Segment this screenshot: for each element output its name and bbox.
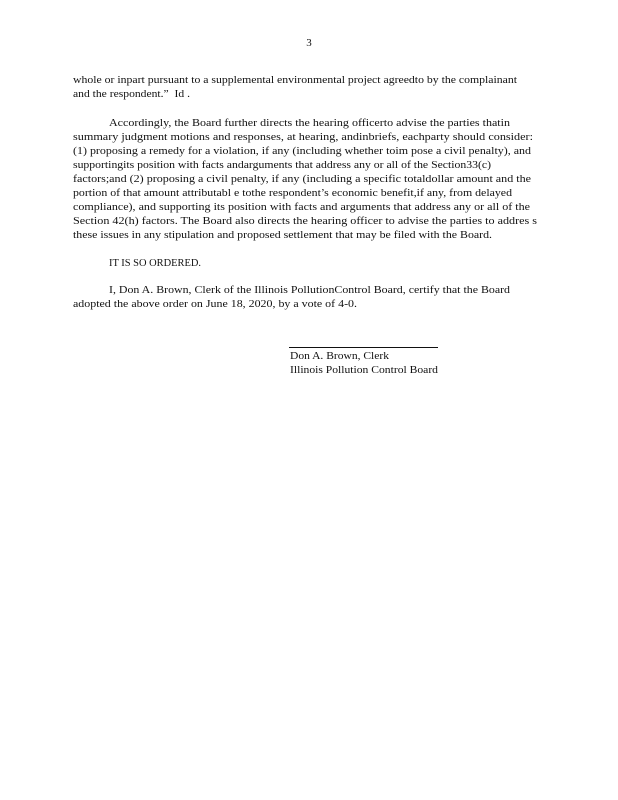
certification-line-1: I, Don A. Brown, Clerk of the Illinois PollutionControl Board, certify that the Board [109, 285, 510, 296]
accordingly-line-1: Accordingly, the Board further directs the hearing officerto advise the parties thatin [109, 118, 510, 129]
quote-line-1: whole or inpart pursuant to a supplemental environmental project agreedto by the complainant [73, 75, 517, 86]
accordingly-line-8: Section 42(h) factors. The Board also directs the hearing officer to advise the parties to addres s [73, 216, 537, 227]
accordingly-line-7: compliance), and supporting its position with facts and arguments that address any or all of the [73, 202, 530, 213]
page-number: 3 [306, 37, 312, 49]
certification-line-2: adopted the above order on June 18, 2020, by a vote of 4-0. [73, 299, 357, 310]
so-ordered: IT IS SO ORDERED. [109, 258, 201, 269]
accordingly-line-5: factors;and (2) proposing a civil penalty, if any (including a specific totaldollar amount and the [73, 174, 531, 185]
accordingly-line-3: (1) proposing a remedy for a violation, if any (including whether toim pose a civil penalty), and [73, 146, 531, 157]
accordingly-line-4: supportingits position with facts andarguments that address any or all of the Section33(c) [73, 160, 491, 171]
signature-organization: Illinois Pollution Control Board [290, 365, 438, 376]
signature-rule [289, 347, 438, 348]
accordingly-line-6: portion of that amount attributabl e tothe respondent’s economic benefit,if any, from delayed [73, 188, 512, 199]
signature-name: Don A. Brown, Clerk [290, 351, 389, 362]
accordingly-line-9: these issues in any stipulation and proposed settlement that may be filed with the Board. [73, 230, 492, 241]
accordingly-line-2: summary judgment motions and responses, at hearing, andinbriefs, eachparty should consider: [73, 132, 533, 143]
quote-line-2: and the respondent.” Id . [73, 89, 190, 100]
